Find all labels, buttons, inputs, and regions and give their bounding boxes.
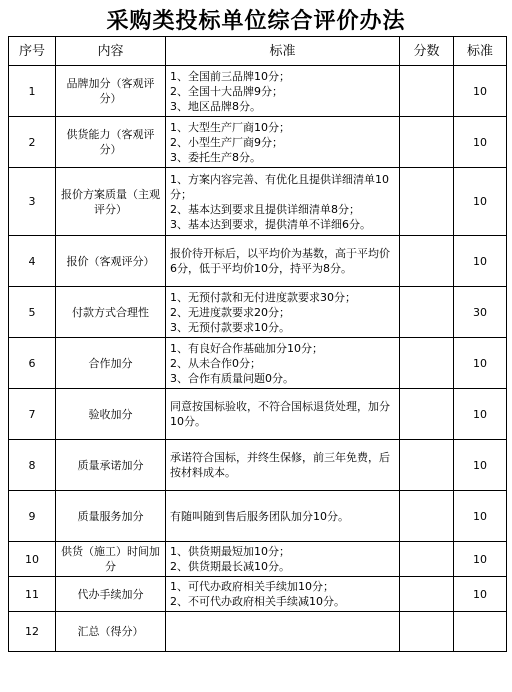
standard-line: 3、合作有质量问题0分。: [170, 371, 294, 385]
row-score[interactable]: [400, 389, 454, 440]
row-max-score: 10: [454, 440, 507, 491]
table-row: [9, 491, 507, 542]
row-number: 10: [9, 542, 56, 577]
row-standard: [166, 491, 400, 542]
row-max-score: 10: [454, 542, 507, 577]
row-standard: [166, 168, 400, 236]
row-content: 报价（客观评分）: [56, 236, 166, 287]
standard-line: 2、供货期最长减10分。: [170, 560, 290, 573]
table-row: [9, 287, 507, 338]
row-standard: [166, 117, 400, 168]
row-number: 2: [9, 117, 56, 168]
row-standard: [166, 389, 400, 440]
row-number: 7: [9, 389, 56, 440]
row-standard: [166, 236, 400, 287]
row-number: 5: [9, 287, 56, 338]
table-row: [9, 117, 507, 168]
row-content: 供货（施工）时间加分: [56, 542, 166, 577]
header-max: 标准: [454, 37, 507, 66]
table-row: [9, 66, 507, 117]
row-number: 3: [9, 168, 56, 236]
row-standard: [166, 440, 400, 491]
standard-line: 2、全国十大品牌9分；: [170, 84, 283, 98]
row-content: 品牌加分（客观评分）: [56, 66, 166, 117]
row-score[interactable]: [400, 236, 454, 287]
standard-line: 1、方案内容完善、有优化且提供详细清单10分；: [170, 172, 389, 201]
row-max-score: 10: [454, 66, 507, 117]
standard-line: 有随叫随到售后服务团队加分10分。: [170, 509, 349, 523]
table-row: [9, 168, 507, 236]
row-score[interactable]: [400, 287, 454, 338]
standard-line: 同意按国标验收，不符合国标退货处理，加分10分。: [170, 400, 390, 428]
row-number: 4: [9, 236, 56, 287]
row-content: 代办手续加分: [56, 577, 166, 612]
row-score[interactable]: [400, 612, 454, 652]
table-row: [9, 440, 507, 491]
header-score: 分数: [400, 37, 454, 66]
row-content: 报价方案质量（主观评分）: [56, 168, 166, 236]
standard-line: 2、不可代办政府相关手续减10分。: [170, 595, 345, 608]
row-standard: [166, 287, 400, 338]
row-content: 验收加分: [56, 389, 166, 440]
row-max-score: 10: [454, 338, 507, 389]
row-max-score: 10: [454, 389, 507, 440]
row-max-score: 10: [454, 491, 507, 542]
row-max-score: 10: [454, 117, 507, 168]
standard-line: 1、有良好合作基础加分10分；: [170, 341, 323, 355]
row-content: 付款方式合理性: [56, 287, 166, 338]
row-number: 9: [9, 491, 56, 542]
header-content: 内容: [56, 37, 166, 66]
standard-line: 报价待开标后，以平均价为基数，高于平均价6分，低于平均价10分，持平为8分。: [170, 247, 390, 275]
row-score[interactable]: [400, 542, 454, 577]
row-max-score: 10: [454, 168, 507, 236]
standard-line: 1、可代办政府相关手续加10分；: [170, 580, 334, 593]
table-row: [9, 338, 507, 389]
evaluation-table: [8, 36, 507, 652]
standard-line: 2、小型生产厂商9分；: [170, 135, 283, 149]
table-row: [9, 236, 507, 287]
row-standard: [166, 612, 400, 652]
row-score[interactable]: [400, 577, 454, 612]
standard-line: 1、无预付款和无付进度款要求30分；: [170, 290, 356, 304]
standard-line: 2、从未合作0分；: [170, 356, 261, 370]
standard-line: 3、委托生产8分。: [170, 150, 261, 164]
table-header-row: [9, 37, 507, 66]
row-standard: [166, 542, 400, 577]
standard-line: 2、无进度款要求20分；: [170, 305, 290, 319]
row-standard: [166, 577, 400, 612]
row-score[interactable]: [400, 168, 454, 236]
header-no: 序号: [9, 37, 56, 66]
row-number: 12: [9, 612, 56, 652]
row-content: 质量服务加分: [56, 491, 166, 542]
standard-line: 1、供货期最短加10分；: [170, 545, 290, 558]
standard-line: 3、地区品牌8分。: [170, 99, 261, 113]
standard-line: 3、基本达到要求，提供清单不详细6分。: [170, 217, 371, 231]
row-score[interactable]: [400, 440, 454, 491]
row-content: 质量承诺加分: [56, 440, 166, 491]
table-row: [9, 577, 507, 612]
row-max-score: 30: [454, 287, 507, 338]
standard-line: 2、基本达到要求且提供详细清单8分；: [170, 202, 360, 216]
standard-line: 1、全国前三品牌10分；: [170, 69, 290, 83]
standard-line: 承诺符合国标，并终生保修，前三年免费，后按材料成本。: [170, 451, 390, 479]
row-number: 8: [9, 440, 56, 491]
document-title: 采购类投标单位综合评价办法: [106, 8, 406, 34]
standard-line: 1、大型生产厂商10分；: [170, 120, 290, 134]
row-content: 供货能力（客观评分）: [56, 117, 166, 168]
table-row: [9, 389, 507, 440]
row-standard: [166, 338, 400, 389]
row-score[interactable]: [400, 491, 454, 542]
row-content: 汇总（得分）: [56, 612, 166, 652]
row-max-score: 10: [454, 236, 507, 287]
row-max-score: [454, 612, 507, 652]
header-standard: 标准: [166, 37, 400, 66]
row-score[interactable]: [400, 117, 454, 168]
table-row: [9, 542, 507, 577]
row-standard: [166, 66, 400, 117]
row-score[interactable]: [400, 66, 454, 117]
row-number: 11: [9, 577, 56, 612]
row-content: 合作加分: [56, 338, 166, 389]
row-score[interactable]: [400, 338, 454, 389]
standard-line: 3、无预付款要求10分。: [170, 320, 290, 334]
row-number: 1: [9, 66, 56, 117]
table-row: [9, 612, 507, 652]
row-max-score: 10: [454, 577, 507, 612]
row-number: 6: [9, 338, 56, 389]
